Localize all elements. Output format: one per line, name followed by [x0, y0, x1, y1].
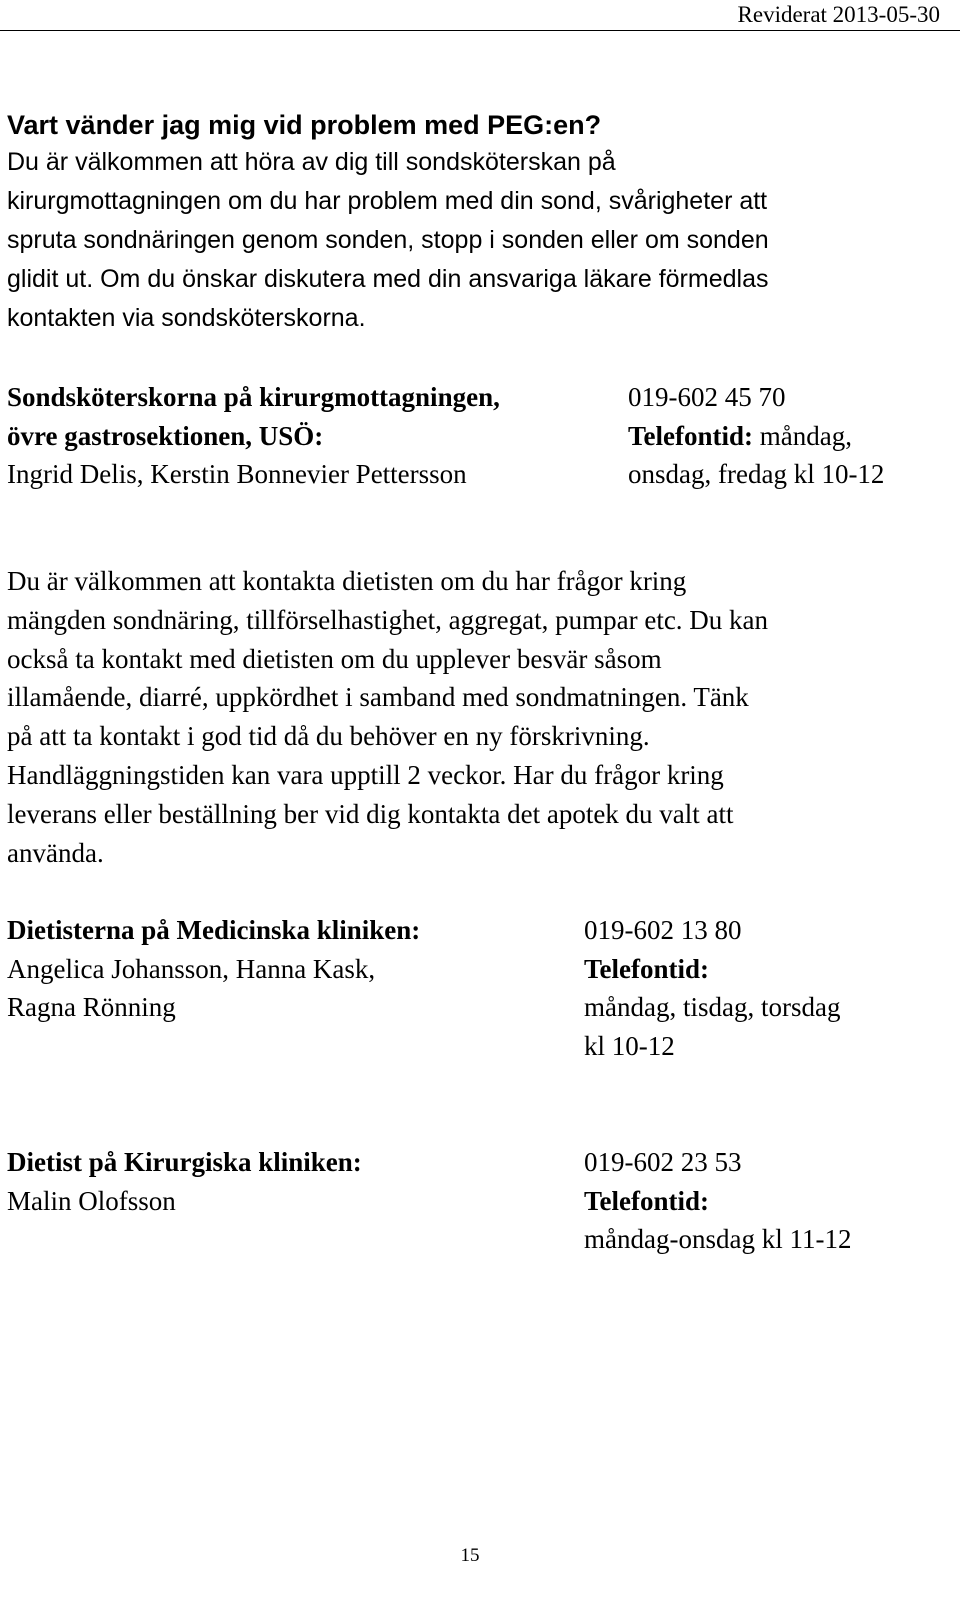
- surgery-name: Malin Olofsson: [7, 1185, 176, 1216]
- section-heading: Vart vänder jag mig vid problem med PEG:en?: [7, 110, 602, 140]
- nurses-phone: 019-602 45 70: [628, 382, 786, 412]
- medicine-names-1: Angelica Johansson, Hanna Kask,: [7, 953, 376, 984]
- nurses-names: Ingrid Delis, Kerstin Bonnevier Pettersson: [7, 459, 467, 489]
- nurses-contact-block: [7, 378, 500, 494]
- surgery-hours-label: Telefontid:: [584, 1185, 710, 1216]
- phone-hours-label: Telefontid:: [628, 420, 754, 451]
- nurses-phone-block: [628, 378, 884, 494]
- medicine-title: Dietisterna på Medicinska kliniken:: [7, 915, 421, 945]
- nurses-title: Sondsköterskorna på kirurgmottagningen,: [7, 382, 500, 412]
- medicine-names-2: Ragna Rönning: [7, 992, 176, 1022]
- nurses-hours-time: onsdag, fredag kl 10-12: [628, 459, 885, 489]
- nurses-section: övre gastrosektionen, USÖ:: [7, 420, 324, 451]
- surgery-phone: 019-602 23 53: [584, 1147, 742, 1177]
- surgery-title: Dietist på Kirurgiska kliniken:: [7, 1147, 362, 1177]
- surgery-contact-block: [7, 1143, 362, 1220]
- surgery-hours-time: måndag-onsdag kl 11-12: [584, 1224, 852, 1254]
- medicine-contact-block: [7, 911, 420, 1027]
- medicine-hours-label: Telefontid:: [584, 953, 710, 984]
- revision-date: Reviderat 2013-05-30: [737, 2, 940, 27]
- dietist-paragraph: Du är välkommen att kontakta dietisten om du har frågor kring mängden sondnäring, tillförselhastighet, aggregat, pumpar etc. Du kan också ta kontakt med dietisten om du upplever besvär såsom illamående, diarré, uppkördhet i samband med sondmatningen. Tänk på att ta kontakt i god tid då du behöver en ny förskrivning. Handläggningstiden kan vara upptill 2 veckor. Har du frågor kring leverans eller beställning ber vid dig kontakta det apotek du valt att använda.: [7, 566, 769, 868]
- medicine-hours-days: måndag, tisdag, torsdag: [584, 992, 841, 1022]
- medicine-phone: 019-602 13 80: [584, 915, 742, 945]
- page-header: [0, 0, 960, 31]
- medicine-phone-block: [584, 911, 840, 1065]
- nurses-hours-days: måndag,: [753, 420, 852, 451]
- page-number: 15: [460, 1545, 480, 1566]
- medicine-hours-time: kl 10-12: [584, 1030, 675, 1061]
- nurses-hours-line: [628, 417, 884, 456]
- surgery-phone-block: [584, 1143, 851, 1259]
- intro-paragraph: Du är välkommen att höra av dig till sondsköterskan på kirurgmottagningen om du har problem med din sond, svårigheter att spruta sondnäringen genom sonden, stopp i sonden eller om sonden glidit ut. Om du önskar diskutera med din ansvariga läkare förmedlas kontakten via sondsköterskorna.: [7, 148, 769, 332]
